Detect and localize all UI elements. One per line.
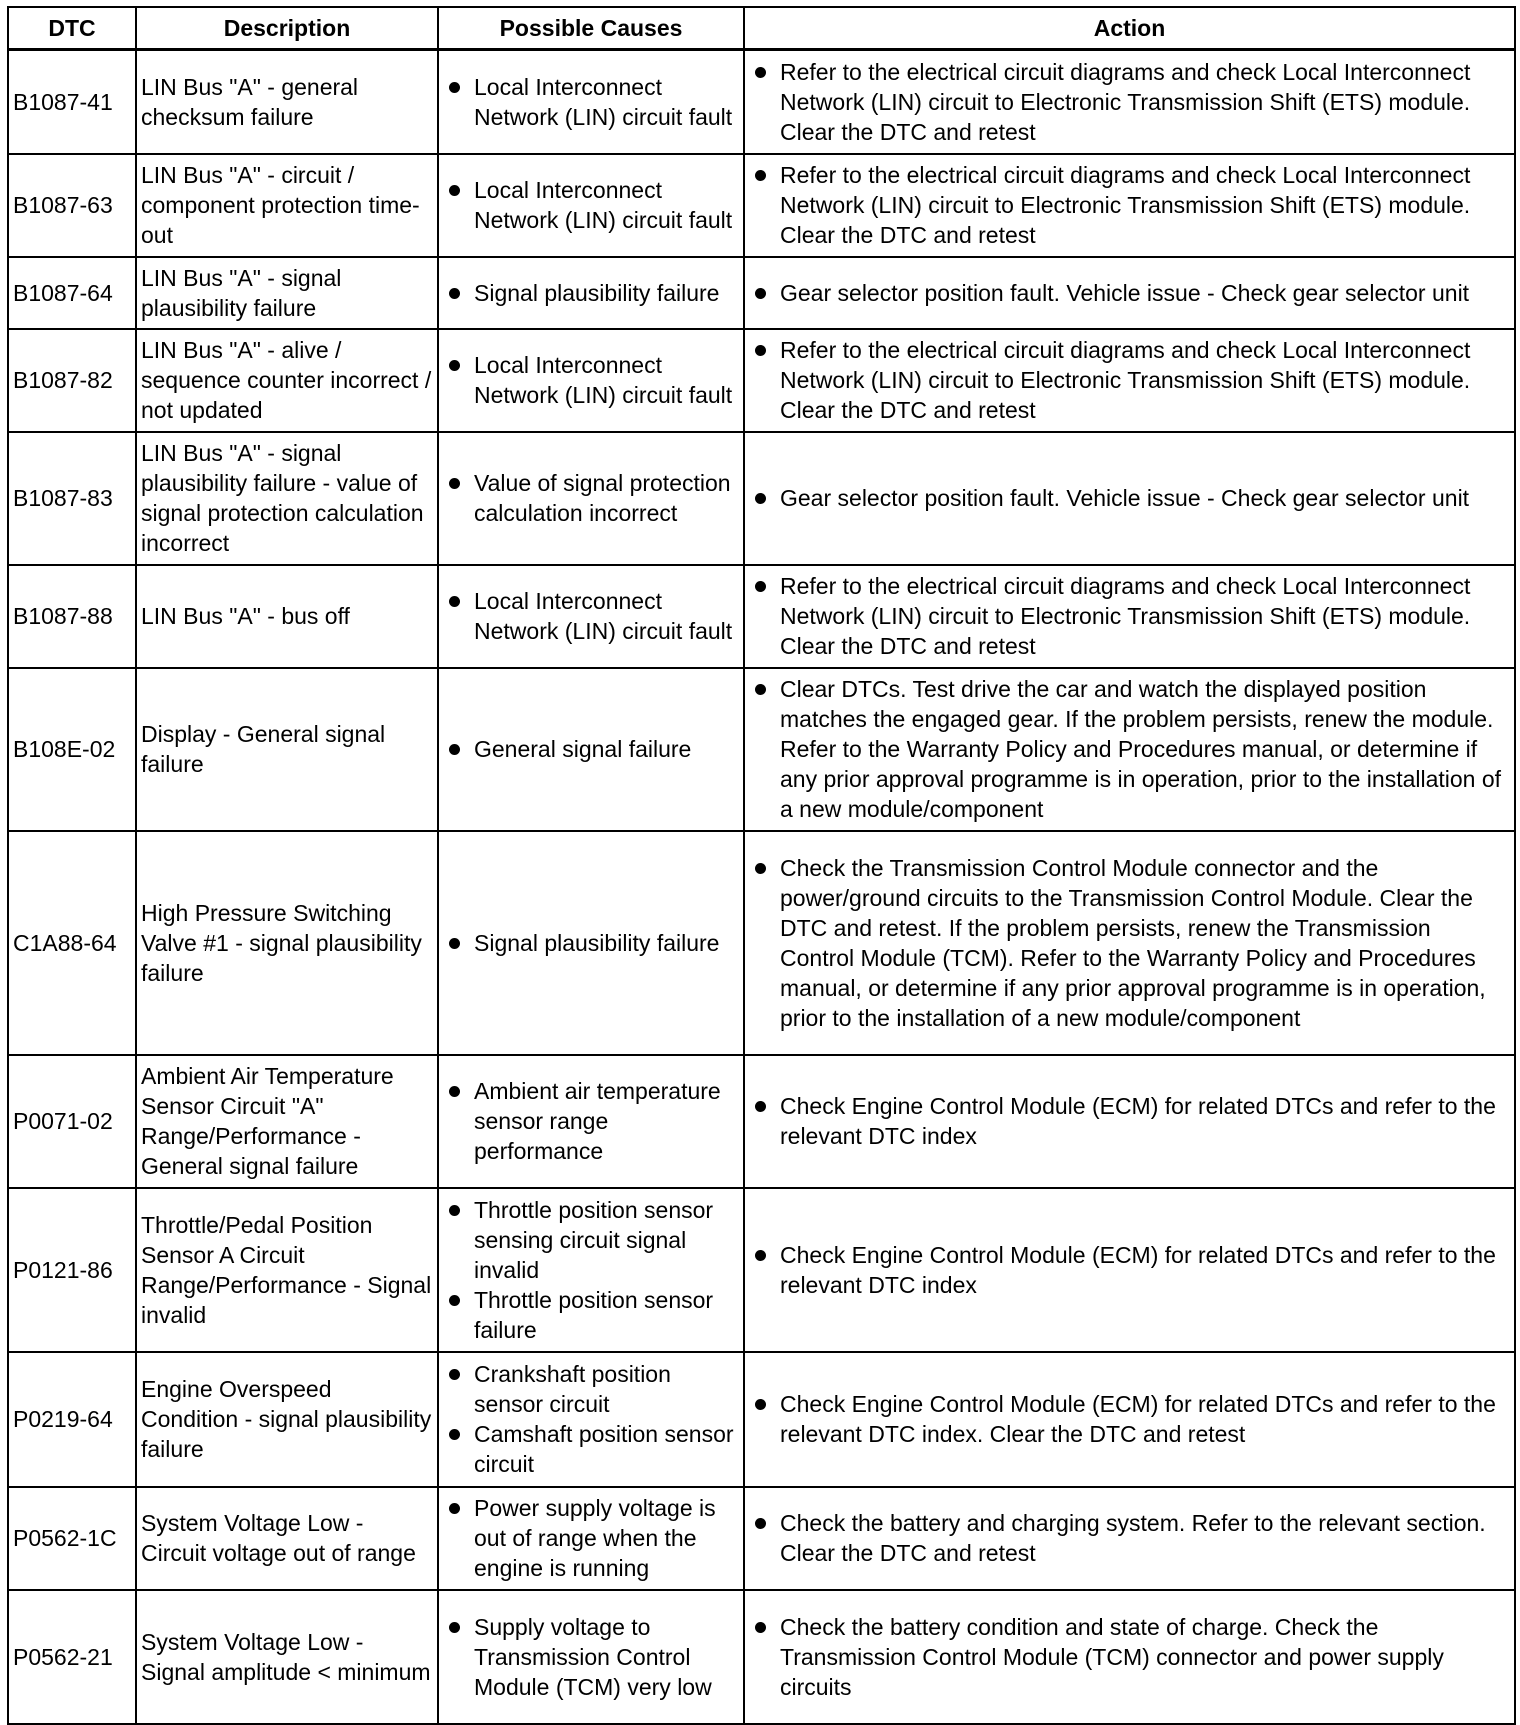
- action: [744, 1487, 1515, 1590]
- header-action: Action: [744, 7, 1515, 50]
- description: LIN Bus "A" - signal plausibility failure: [136, 257, 438, 329]
- possible-causes: [438, 1590, 744, 1724]
- description: System Voltage Low - Signal amplitude < minimum: [136, 1590, 438, 1724]
- action-item: Refer to the electrical circuit diagrams and check Local Interconnect Network (LIN) circuit to Electronic Transmission Shift (ETS) module. Clear the DTC and retest: [749, 571, 1510, 661]
- possible-causes: [438, 1352, 744, 1487]
- cause-item: Throttle position sensor failure: [443, 1285, 739, 1345]
- possible-causes: [438, 668, 744, 831]
- action-item: Refer to the electrical circuit diagrams and check Local Interconnect Network (LIN) circuit to Electronic Transmission Shift (ETS) module. Clear the DTC and retest: [749, 57, 1510, 147]
- action: [744, 1188, 1515, 1352]
- action: [744, 668, 1515, 831]
- action: [744, 1590, 1515, 1724]
- header-causes: Possible Causes: [438, 7, 744, 50]
- action-item: Check the battery condition and state of charge. Check the Transmission Control Module (TCM) connector and power supply circuits: [749, 1612, 1510, 1702]
- header-description: Description: [136, 7, 438, 50]
- cause-item: Throttle position sensor sensing circuit signal invalid: [443, 1195, 739, 1285]
- action: [744, 1055, 1515, 1188]
- description: LIN Bus "A" - signal plausibility failure - value of signal protection calculation incorrect: [136, 432, 438, 565]
- dtc-code: P0071-02: [8, 1055, 136, 1188]
- dtc-code: P0562-1C: [8, 1487, 136, 1590]
- action-item: Refer to the electrical circuit diagrams and check Local Interconnect Network (LIN) circuit to Electronic Transmission Shift (ETS) module. Clear the DTC and retest: [749, 335, 1510, 425]
- action: [744, 154, 1515, 257]
- action-item: Check Engine Control Module (ECM) for related DTCs and refer to the relevant DTC index. Clear the DTC and retest: [749, 1389, 1510, 1449]
- description: Ambient Air Temperature Sensor Circuit "A" Range/Performance - General signal failure: [136, 1055, 438, 1188]
- table-row: [8, 257, 1515, 329]
- header-row: [8, 7, 1515, 50]
- possible-causes: [438, 1487, 744, 1590]
- table-row: [8, 154, 1515, 257]
- table-row: [8, 668, 1515, 831]
- action: [744, 432, 1515, 565]
- cause-item: Local Interconnect Network (LIN) circuit fault: [443, 586, 739, 646]
- action-item: Check the battery and charging system. Refer to the relevant section. Clear the DTC and retest: [749, 1508, 1510, 1568]
- cause-item: Signal plausibility failure: [443, 928, 739, 958]
- table-row: [8, 1055, 1515, 1188]
- action: [744, 329, 1515, 432]
- action: [744, 1352, 1515, 1487]
- possible-causes: [438, 257, 744, 329]
- possible-causes: [438, 329, 744, 432]
- dtc-code: P0562-21: [8, 1590, 136, 1724]
- action: [744, 257, 1515, 329]
- cause-item: Local Interconnect Network (LIN) circuit fault: [443, 175, 739, 235]
- dtc-code: P0219-64: [8, 1352, 136, 1487]
- possible-causes: [438, 154, 744, 257]
- header-dtc: DTC: [8, 7, 136, 50]
- action: [744, 50, 1515, 154]
- table-row: [8, 329, 1515, 432]
- description: Engine Overspeed Condition - signal plausibility failure: [136, 1352, 438, 1487]
- description: High Pressure Switching Valve #1 - signal plausibility failure: [136, 831, 438, 1055]
- cause-item: Crankshaft position sensor circuit: [443, 1359, 739, 1419]
- cause-item: Supply voltage to Transmission Control Module (TCM) very low: [443, 1612, 739, 1702]
- dtc-table: [7, 6, 1516, 1725]
- cause-item: Ambient air temperature sensor range performance: [443, 1076, 739, 1166]
- table-row: [8, 50, 1515, 154]
- description: LIN Bus "A" - alive / sequence counter incorrect / not updated: [136, 329, 438, 432]
- cause-item: Power supply voltage is out of range when the engine is running: [443, 1493, 739, 1583]
- possible-causes: [438, 50, 744, 154]
- action-item: Gear selector position fault. Vehicle issue - Check gear selector unit: [749, 278, 1510, 308]
- table-row: [8, 1590, 1515, 1724]
- action-item: Check Engine Control Module (ECM) for related DTCs and refer to the relevant DTC index: [749, 1091, 1510, 1151]
- dtc-code: P0121-86: [8, 1188, 136, 1352]
- dtc-code: B108E-02: [8, 668, 136, 831]
- table-row: [8, 565, 1515, 668]
- action: [744, 831, 1515, 1055]
- possible-causes: [438, 1188, 744, 1352]
- action-item: Gear selector position fault. Vehicle issue - Check gear selector unit: [749, 483, 1510, 513]
- action-item: Check the Transmission Control Module connector and the power/ground circuits to the Transmission Control Module. Clear the DTC and retest. If the problem persists, renew the Transmission Control Module (TCM). Refer to the Warranty Policy and Procedures manual, or determine if any prior approval programme is in operation, prior to the installation of a new module/component: [749, 853, 1510, 1033]
- possible-causes: [438, 432, 744, 565]
- action-item: Refer to the electrical circuit diagrams and check Local Interconnect Network (LIN) circuit to Electronic Transmission Shift (ETS) module. Clear the DTC and retest: [749, 160, 1510, 250]
- description: LIN Bus "A" - general checksum failure: [136, 50, 438, 154]
- dtc-code: B1087-63: [8, 154, 136, 257]
- description: Throttle/Pedal Position Sensor A Circuit Range/Performance - Signal invalid: [136, 1188, 438, 1352]
- dtc-code: B1087-83: [8, 432, 136, 565]
- cause-item: Signal plausibility failure: [443, 278, 739, 308]
- description: System Voltage Low - Circuit voltage out of range: [136, 1487, 438, 1590]
- cause-item: Local Interconnect Network (LIN) circuit fault: [443, 72, 739, 132]
- possible-causes: [438, 831, 744, 1055]
- action: [744, 565, 1515, 668]
- description: LIN Bus "A" - circuit / component protection time-out: [136, 154, 438, 257]
- table-row: [8, 1352, 1515, 1487]
- dtc-code: B1087-41: [8, 50, 136, 154]
- description: Display - General signal failure: [136, 668, 438, 831]
- dtc-code: B1087-82: [8, 329, 136, 432]
- cause-item: General signal failure: [443, 734, 739, 764]
- table-row: [8, 831, 1515, 1055]
- cause-item: Local Interconnect Network (LIN) circuit fault: [443, 350, 739, 410]
- description: LIN Bus "A" - bus off: [136, 565, 438, 668]
- cause-item: Value of signal protection calculation incorrect: [443, 468, 739, 528]
- dtc-code: C1A88-64: [8, 831, 136, 1055]
- cause-item: Camshaft position sensor circuit: [443, 1419, 739, 1479]
- table-row: [8, 1487, 1515, 1590]
- table-row: [8, 432, 1515, 565]
- action-item: Clear DTCs. Test drive the car and watch the displayed position matches the engaged gear. If the problem persists, renew the module. Refer to the Warranty Policy and Procedures manual, or determine if any prior approval programme is in operation, prior to the installation of a new module/component: [749, 674, 1510, 824]
- action-item: Check Engine Control Module (ECM) for related DTCs and refer to the relevant DTC index: [749, 1240, 1510, 1300]
- dtc-code: B1087-88: [8, 565, 136, 668]
- possible-causes: [438, 565, 744, 668]
- dtc-code: B1087-64: [8, 257, 136, 329]
- table-row: [8, 1188, 1515, 1352]
- possible-causes: [438, 1055, 744, 1188]
